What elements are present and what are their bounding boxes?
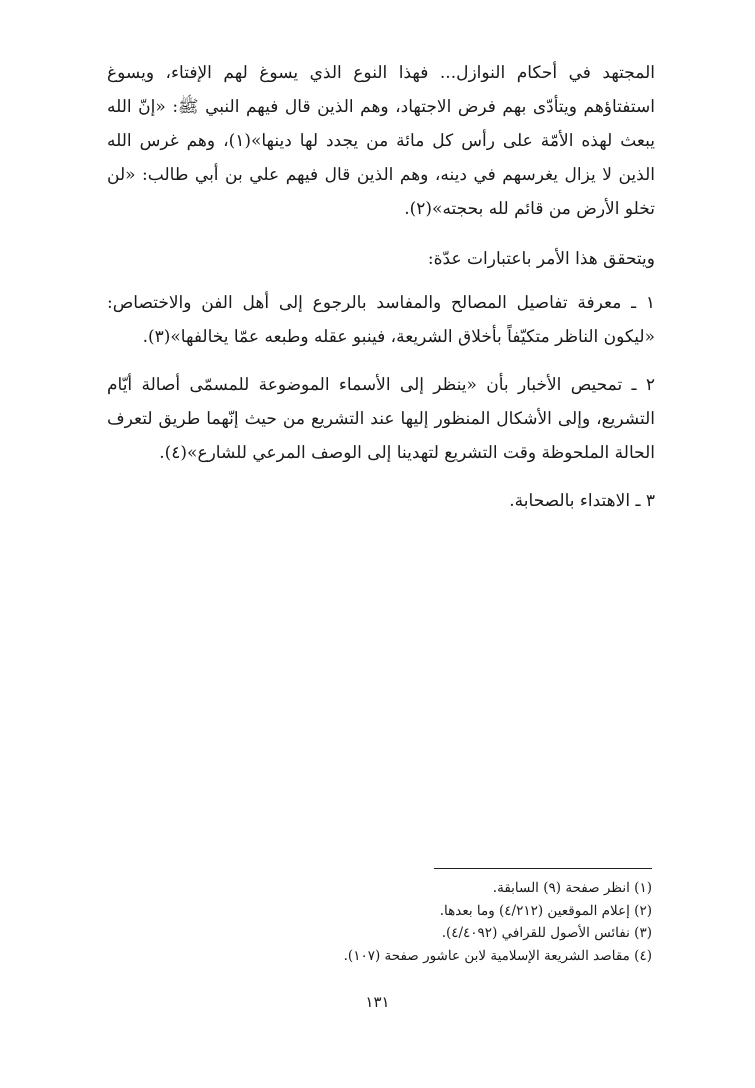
footnote-3: (٣) نفائس الأصول للقرافي (٤/٤٠٩٢). — [441, 925, 652, 941]
footnote-2: (٢) إعلام الموقعين (٤/٢١٢) وما بعدها. — [439, 902, 652, 919]
list-item-2: ٢ ـ تمحيص الأخبار بأن «ينظر إلى الأسماء الموضوعة للمسمّى أصالة أيّام التشريع، وإلى الأشكال المنظور إليها عند التشريع من حيث إنّهما طريق لتعرف الحالة الملحوظة وقت التشريع لتهدينا إلى الوصف المرعي للشارع»(٤). — [107, 375, 655, 463]
list-item-1: ١ ـ معرفة تفاصيل المصالح والمفاسد بالرجوع إلى أهل الفن والاختصاص: «ليكون الناظر متكيّفاً بأخلاق الشريعة، فينبو عقله وطبعه عمّا يخالفها»(٣). — [107, 293, 655, 347]
main-text — [107, 56, 655, 532]
list-item-3: ٣ ـ الاهتداء بالصحابة. — [509, 491, 655, 511]
lead-paragraph: ويتحقق هذا الأمر باعتبارات عدّة: — [427, 249, 655, 269]
footnote-4: (٤) مقاصد الشريعة الإسلامية لابن عاشور صفحة (١٠٧). — [343, 947, 652, 964]
footnote-divider — [434, 868, 652, 869]
footnote-1: (١) انظر صفحة (٩) السابقة. — [492, 880, 652, 896]
intro-paragraph: المجتهد في أحكام النوازل... فهذا النوع الذي يسوغ لهم الإفتاء، ويسوغ استفتاؤهم ويتأدّى بهم فرض الاجتهاد، وهم الذين قال فيهم النبي ﷺ: «إنّ الله يبعث لهذه الأمّة على رأس كل مائة من يجدد لها دينها»(١)، وهم غرس الله الذين لا يزال يغرسهم في دينه، وهم الذين قال فيهم علي بن أبي طالب: «لن تخلو الأرض من قائم لله بحجته»(٢). — [107, 63, 655, 219]
footnotes — [104, 877, 652, 967]
page-number: ١٣١ — [365, 993, 390, 1011]
